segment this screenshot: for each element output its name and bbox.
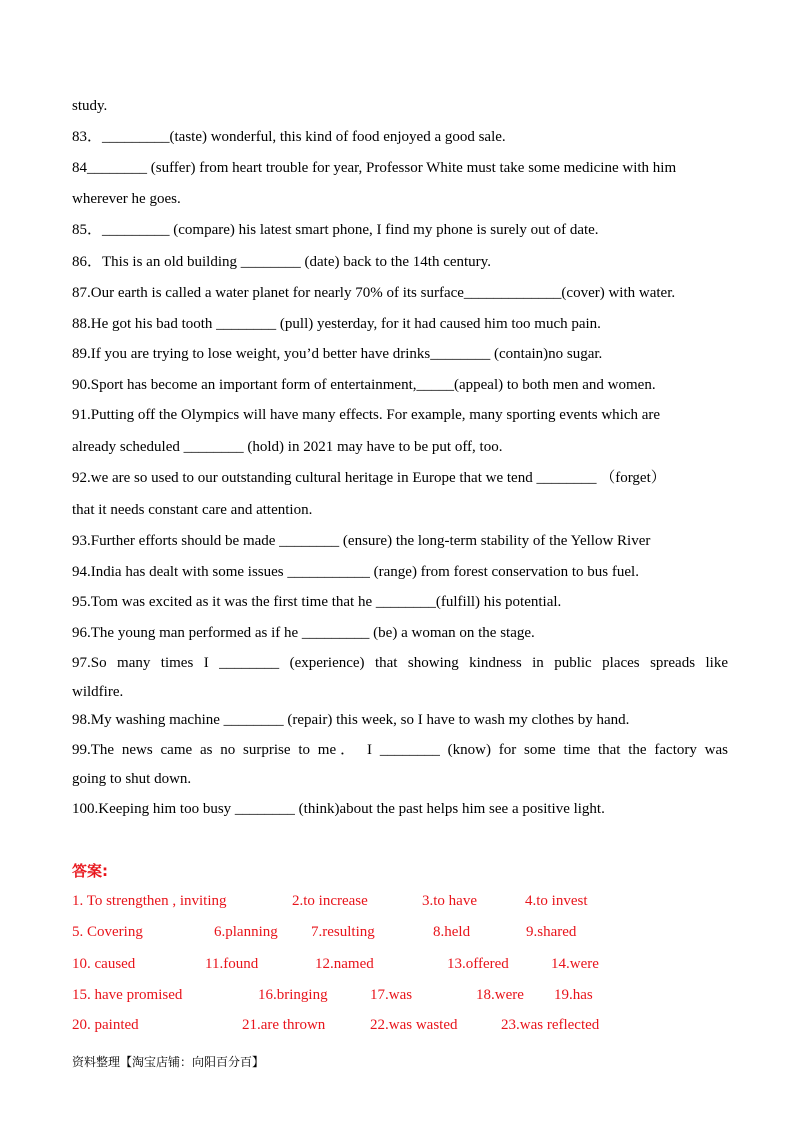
footer-note: 资料整理【淘宝店铺：向阳百分百】 [72, 1055, 265, 1069]
question-87: 87.Our earth is called a water planet for nearly 70% of its surface_____________(cover) with water. [72, 285, 676, 301]
question-94: 94.India has dealt with some issues ___________ (range) from forest conservation to bus fuel. [72, 564, 639, 580]
question-99: 99.The news came as no surprise to me． I ________ (know) for some time that the factory was [72, 742, 728, 758]
answer-item: 18.were [476, 987, 524, 1003]
question-84-cont: wherever he goes. [72, 191, 181, 207]
question-91: 91.Putting off the Olympics will have many effects. For example, many sporting events which are [72, 407, 661, 423]
answer-item: 10. caused [72, 956, 136, 972]
question-100: 100.Keeping him too busy ________ (think)about the past helps him see a positive light. [72, 801, 605, 817]
question-95: 95.Tom was excited as it was the first time that he ________(fulfill) his potential. [72, 594, 562, 610]
answer-item: 9.shared [526, 924, 577, 940]
question-85: 85．_________ (compare) his latest smart phone, I find my phone is surely out of date. [72, 222, 599, 238]
answer-item: 16.bringing [258, 987, 328, 1003]
answer-item: 11.found [205, 956, 259, 972]
answer-item: 17.was [370, 987, 413, 1003]
question-92-cont: that it needs constant care and attention. [72, 502, 313, 518]
answer-item: 23.was reflected [501, 1017, 600, 1033]
question-84: 84________ (suffer) from heart trouble for year, Professor White must take some medicine with him [72, 160, 677, 176]
question-89: 89.If you are trying to lose weight, you’d better have drinks________ (contain)no sugar. [72, 346, 603, 362]
answer-item: 7.resulting [311, 924, 375, 940]
answer-item: 21.are thrown [242, 1017, 326, 1033]
answer-item: 3.to have [422, 893, 477, 909]
answer-item: 8.held [433, 924, 471, 940]
question-90: 90.Sport has become an important form of entertainment,_____(appeal) to both men and women. [72, 377, 656, 393]
question-line: study. [72, 98, 108, 114]
answer-item: 14.were [551, 956, 599, 972]
answer-item: 15. have promised [72, 987, 183, 1003]
answer-item: 5. Covering [72, 924, 143, 940]
question-98: 98.My washing machine ________ (repair) this week, so I have to wash my clothes by hand. [72, 712, 630, 728]
question-88: 88.He got his bad tooth ________ (pull) yesterday, for it had caused him too much pain. [72, 316, 601, 332]
question-92: 92.we are so used to our outstanding cultural heritage in Europe that we tend ________ （forget） [72, 470, 666, 486]
answer-item: 12.named [315, 956, 374, 972]
answers-heading: 答案: [72, 862, 108, 880]
question-83: 83．_________(taste) wonderful, this kind of food enjoyed a good sale. [72, 129, 506, 145]
answer-item: 4.to invest [525, 893, 588, 909]
question-86: 86．This is an old building ________ (date) back to the 14th century. [72, 254, 491, 270]
answer-item: 20. painted [72, 1017, 139, 1033]
answer-item: 6.planning [214, 924, 278, 940]
answer-item: 2.to increase [292, 893, 368, 909]
answer-item: 13.offered [447, 956, 509, 972]
question-97: 97.So many times I ________ (experience) that showing kindness in public places spreads like [72, 655, 728, 671]
question-99-cont: going to shut down. [72, 771, 192, 787]
question-93: 93.Further efforts should be made ________ (ensure) the long-term stability of the Yellow River [72, 533, 651, 549]
answer-item: 19.has [554, 987, 593, 1003]
question-91-cont: already scheduled ________ (hold) in 2021 may have to be put off, too. [72, 439, 503, 455]
answer-item: 22.was wasted [370, 1017, 458, 1033]
answer-item: 1. To strengthen , inviting [72, 893, 227, 909]
question-97-cont: wildfire. [72, 684, 124, 700]
question-96: 96.The young man performed as if he _________ (be) a woman on the stage. [72, 625, 535, 641]
